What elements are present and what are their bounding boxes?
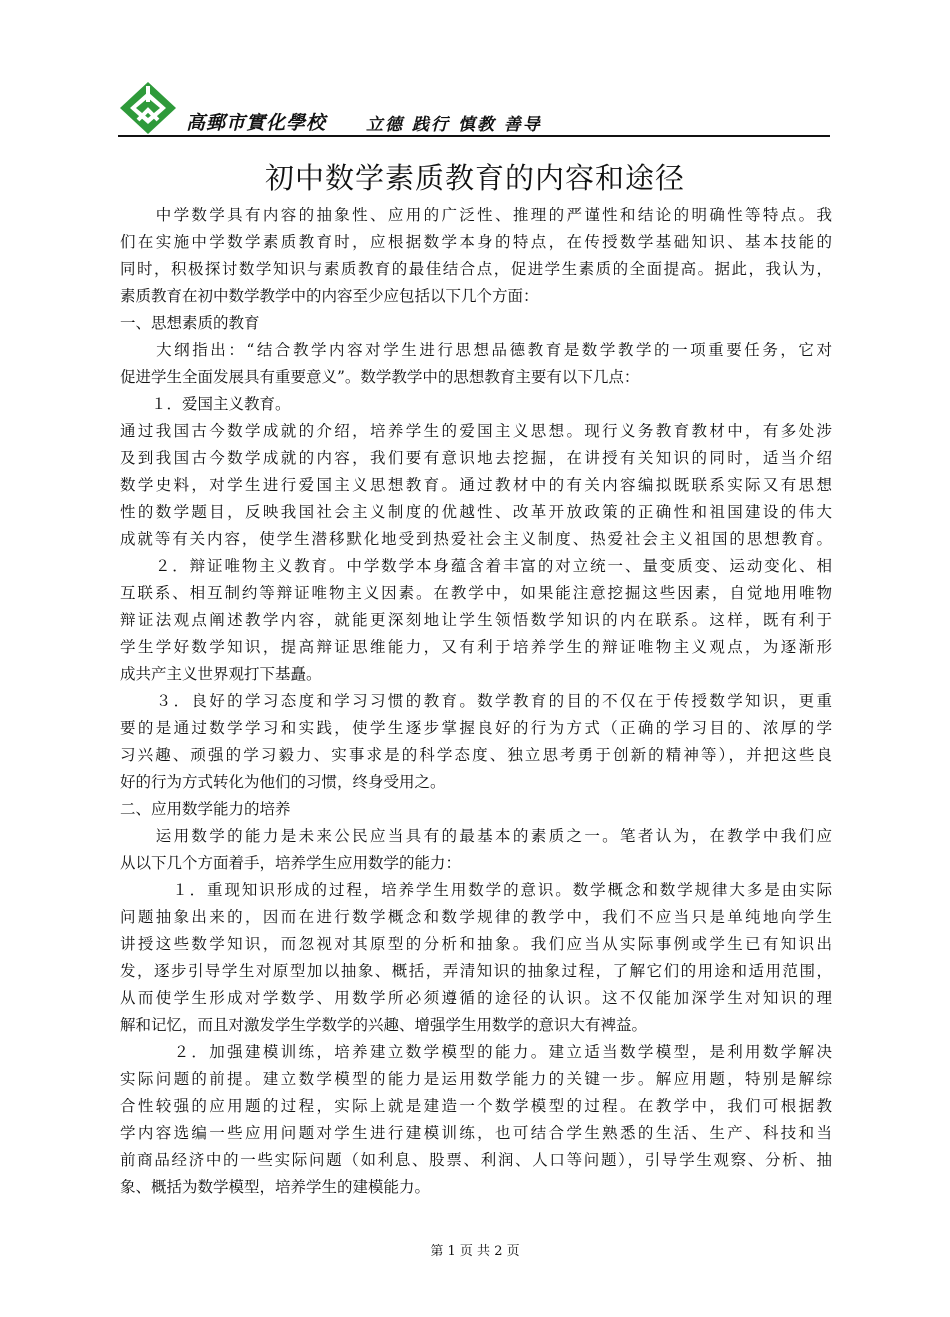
text-line: 合性较强的应用题的过程，实际上就是建造一个数学模型的过程。在教学中，我们可根据教 <box>120 1097 832 1115</box>
text-line: 性的数学题目，反映我国社会主义制度的优越性、改革开放政策的正确性和祖国建设的伟大 <box>120 503 832 521</box>
page-header <box>118 78 830 138</box>
text-line: 从而使学生形成对学数学、用数学所必须遵循的途径的认识。这不仅能加深学生对知识的理 <box>120 989 832 1007</box>
text-line: 促进学生全面发展具有重要意义”。数学教学中的思想教育主要有以下几点： <box>120 368 640 386</box>
text-line: 讲授这些数学知识，而忽视对其原型的分析和抽象。我们应当从实际事例或学生已有知识出 <box>120 935 832 953</box>
text-line: １．重现知识形成的过程，培养学生用数学的意识。数学概念和数学规律大多是由实际 <box>120 881 832 899</box>
text-line: 运用数学的能力是未来公民应当具有的最基本的素质之一。笔者认为，在教学中我们应 <box>120 827 832 845</box>
text-line: 大纲指出：“结合教学内容对学生进行思想品德教育是数学教学的一项重要任务，它对 <box>120 341 832 359</box>
text-line: 学生学好数学知识，提高辩证思维能力，又有利于培养学生的辩证唯物主义观点，为逐渐形 <box>120 638 832 656</box>
text-line: 同时，积极探讨数学知识与素质教育的最佳结合点，促进学生素质的全面提高。据此，我认为， <box>120 260 832 278</box>
text-line: 好的行为方式转化为他们的习惯，终身受用之。 <box>120 773 446 791</box>
text-line: 实际问题的前提。建立数学模型的能力是运用数学能力的关键一步。解应用题，特别是解综 <box>120 1070 832 1088</box>
text-line: 发，逐步引导学生对原型加以抽象、概括，弄清知识的抽象过程，了解它们的用途和适用范围， <box>120 962 832 980</box>
text-line: 象、概括为数学模型，培养学生的建模能力。 <box>120 1178 431 1196</box>
document-body <box>120 202 832 1201</box>
text-line: ２．加强建模训练，培养建立数学模型的能力。建立适当数学模型，是利用数学解决 <box>120 1043 832 1061</box>
text-line: 成就等有关内容，使学生潜移默化地受到热爱社会主义制度、热爱社会主义祖国的思想教育。 <box>120 530 832 548</box>
text-line: 习兴趣、顽强的学习毅力、实事求是的科学态度、独立思考勇于创新的精神等），并把这些良 <box>120 746 832 764</box>
text-line: 素质教育在初中数学教学中的内容至少应包括以下几个方面： <box>120 287 539 305</box>
text-line: ２．辩证唯物主义教育。中学数学本身蕴含着丰富的对立统一、量变质变、运动变化、相 <box>120 557 832 575</box>
page-footer: 第 1 页 共 2 页 <box>430 1244 520 1259</box>
school-emblem-icon <box>118 80 178 136</box>
text-line: ３．良好的学习态度和学习习惯的教育。数学教育的目的不仅在于传授数学知识，更重 <box>120 692 832 710</box>
text-line: 通过我国古今数学成就的介绍，培养学生的爱国主义思想。现行义务教育教材中，有多处涉 <box>120 422 832 440</box>
text-line: 成共产主义世界观打下基矗。 <box>120 665 322 683</box>
text-line: 中学数学具有内容的抽象性、应用的广泛性、推理的严谨性和结论的明确性等特点。我 <box>120 206 832 224</box>
text-line: 二、应用数学能力的培养 <box>120 800 291 818</box>
text-line: 问题抽象出来的，因而在进行数学概念和数学规律的教学中，我们不应当只是单纯地向学生 <box>120 908 832 926</box>
text-line: 一、思想素质的教育 <box>120 314 260 332</box>
text-line: 数学史料，对学生进行爱国主义思想教育。通过教材中的有关内容编拟既联系实际又有思想 <box>120 476 832 494</box>
text-line: 要的是通过数学学习和实践，使学生逐步掌握良好的行为方式（正确的学习目的、浓厚的学 <box>120 719 832 737</box>
header-divider <box>118 135 830 137</box>
text-line: 解和记忆，而且对激发学生学数学的兴趣、增强学生用数学的意识大有裨益。 <box>120 1016 648 1034</box>
school-name: 高郵市實化學校 <box>186 112 327 134</box>
school-motto: 立德 践行 慎教 善导 <box>366 115 542 135</box>
text-line: 从以下几个方面着手，培养学生应用数学的能力： <box>120 854 462 872</box>
text-line: １．爱国主义教育。 <box>120 395 291 413</box>
text-line: 前商品经济中的一些实际问题（如利息、股票、利润、人口等问题），引导学生观察、分析、抽 <box>120 1151 832 1169</box>
text-line: 学内容选编一些应用问题对学生进行建模训练，也可结合学生熟悉的生活、生产、科技和当 <box>120 1124 832 1142</box>
text-line: 们在实施中学数学素质教育时，应根据数学本身的特点，在传授数学基础知识、基本技能的 <box>120 233 832 251</box>
document-title: 初中数学素质教育的内容和途径 <box>264 161 685 195</box>
text-line: 辩证法观点阐述教学内容，就能更深刻地让学生领悟数学知识的内在联系。这样，既有利于 <box>120 611 832 629</box>
text-line: 互联系、相互制约等辩证唯物主义因素。在教学中，如果能注意挖掘这些因素，自觉地用唯物 <box>120 584 832 602</box>
text-line: 及到我国古今数学成就的内容，我们要有意识地去挖掘，在讲授有关知识的同时，适当介绍 <box>120 449 832 467</box>
